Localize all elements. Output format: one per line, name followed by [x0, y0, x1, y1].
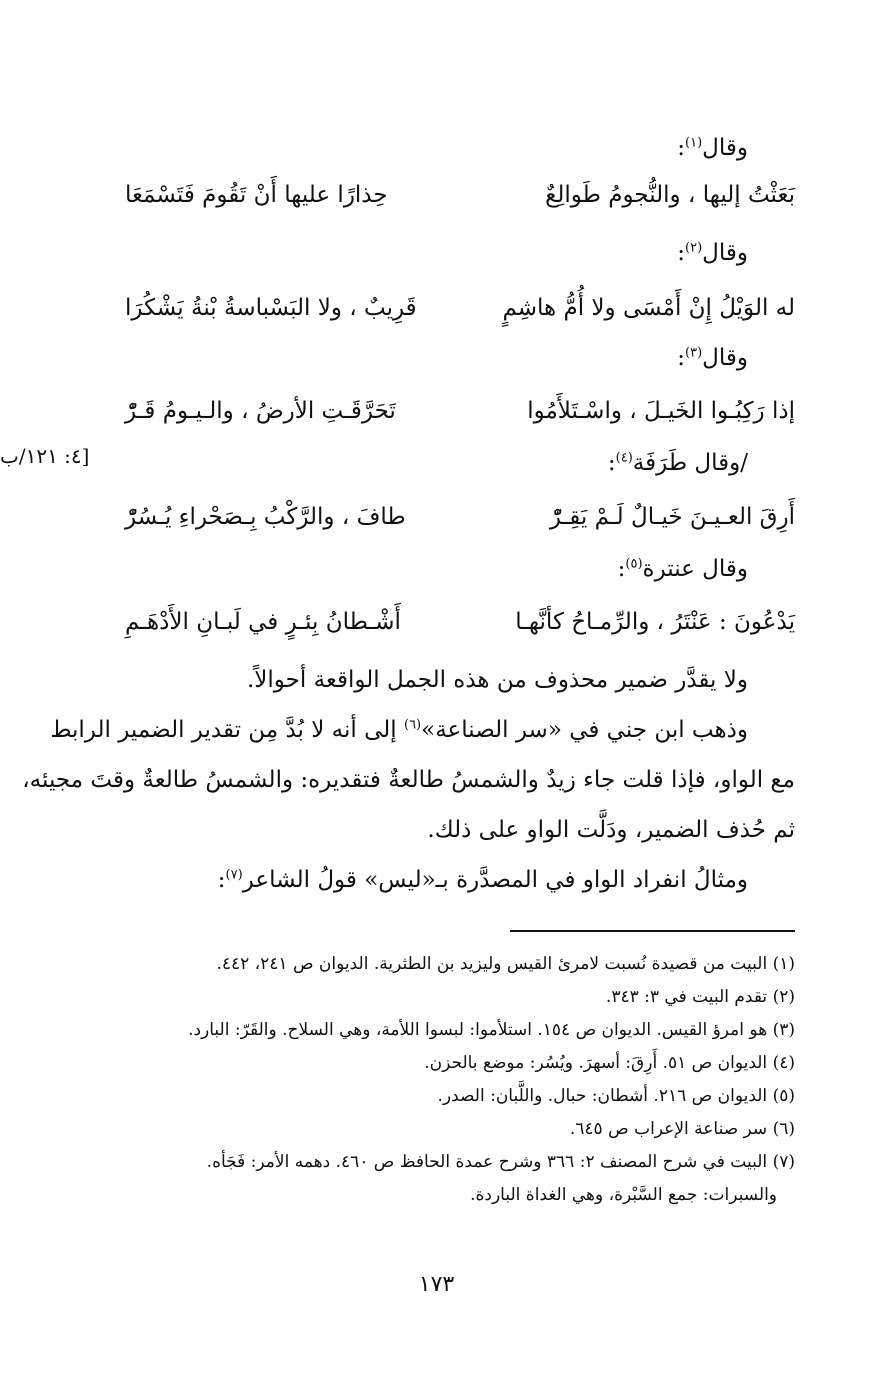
paragraph-line-2 [50, 705, 748, 755]
paragraph-text: ومثالُ انفراد الواو في المصدَّرة بـ«ليس» قولُ الشاعر [242, 867, 748, 893]
verse-second-hemistich: أَشْـطانُ بِئـرٍ في لَبـانِ الأَدْهَـمِ [125, 609, 401, 635]
verse-intro-3 [677, 345, 748, 373]
verse-intro-1 [677, 135, 748, 163]
verse-2 [125, 283, 795, 333]
paragraph-text-continued: إلى أنه لا بُدَّ مِن تقدير الضمير الرابط [50, 717, 404, 743]
paragraph-text-continued: : [217, 867, 226, 893]
footnote-number: (٤) [772, 1053, 795, 1073]
footnote-text: الديوان ص ٢١٦. أشطان: حبال. واللَّبان: الصدر. [437, 1086, 768, 1106]
footnote-ref: (٢) [685, 240, 703, 256]
footnote-number: (١) [772, 954, 795, 974]
paragraph-line-3: مع الواو، فإذا قلت جاء زيدٌ والشمسُ طالعةٌ فتقديره: والشمسُ طالعةٌ وقتَ مجيئه، [22, 767, 795, 793]
footnote-separator [510, 930, 795, 932]
verse-second-hemistich: تَحَرَّقَـتِ الأرضُ ، والـيـومُ قَـرّْ [125, 398, 396, 424]
footnote-text: هو امرؤ القيس. الديوان ص ١٥٤. استلأموا: لبسوا اللأمة، وهي السلاح. والقَرّ: البارد. [188, 1020, 768, 1040]
paragraph-line-1: ولا يقدَّر ضمير محذوف من هذه الجمل الواقعة أحوالاً. [246, 667, 748, 693]
verse-second-hemistich: طافَ ، والرَّكْبُ بِـصَحْراءِ يُـسُرّْ [125, 504, 406, 530]
footnote-ref: (٣) [685, 345, 703, 361]
intro-text: وقال [702, 135, 748, 161]
footnote-ref: (٤) [615, 450, 633, 466]
footnote-text: الديوان ص ٥١. أَرِقَ: أسهرَ. ويُسُر: موضع بالحزن. [424, 1053, 768, 1073]
margin-reference: [٤: ١٢١/ب [0, 444, 90, 468]
paragraph-line-5 [68, 855, 748, 905]
footnote-7-continuation: والسبرات: جمع السَّبْرة، وهي الغداة الباردة. [470, 1185, 777, 1205]
verse-first-hemistich: يَدْعُونَ : عَنْتَرُ ، والرِّمـاحُ كأنَّهـا [515, 609, 795, 635]
verse-first-hemistich: أَرِقَ العـيـنَ خَيـالٌ لَـمْ يَقِـرّْ [549, 504, 795, 530]
footnote-5 [95, 1080, 795, 1113]
verse-second-hemistich: قَرِيبٌ ، ولا البَسْباسةُ بْنةُ يَشْكُرَا [125, 295, 417, 321]
footnote-ref: (٥) [625, 556, 643, 572]
verse-first-hemistich: بَعَثْتُ إليها ، والنُّجومُ طَوالِعٌ [545, 182, 795, 208]
verse-first-hemistich: له الوَيْلُ إِنْ أَمْسَى ولا أُمُّ هاشِمٍ [502, 295, 795, 321]
page-number: ١٧٣ [418, 1272, 455, 1297]
verse-second-hemistich: حِذارًا عليها أَنْ تَقُومَ فَتَسْمَعَا [125, 182, 388, 208]
verse-3 [125, 386, 795, 436]
intro-colon: : [677, 240, 686, 266]
intro-text: وقال عنترة [642, 556, 748, 582]
footnote-ref: (١) [685, 135, 703, 151]
verse-4 [125, 492, 795, 542]
footnote-ref: (٧) [225, 867, 243, 883]
intro-colon: : [617, 556, 626, 582]
footnote-number: (٥) [772, 1086, 795, 1106]
footnote-ref: (٦) [403, 717, 422, 733]
footnote-6 [95, 1113, 795, 1146]
verse-intro-5 [618, 556, 748, 584]
verse-intro-2 [677, 240, 748, 268]
footnote-3 [95, 1014, 795, 1047]
verse-intro-4 [608, 450, 748, 478]
verse-first-hemistich: إذا رَكِبُـوا الخَيـلَ ، واسْـتَلأَمُوا [527, 398, 795, 424]
footnote-1 [95, 948, 795, 981]
verse-1 [125, 170, 795, 220]
verse-5 [125, 597, 795, 647]
footnote-7 [95, 1146, 795, 1179]
intro-colon: : [677, 345, 686, 371]
intro-text: /وقال طَرَفَة [632, 450, 748, 476]
footnote-text: تقدم البيت في ٣: ٣٤٣. [605, 987, 768, 1007]
footnote-2 [95, 981, 795, 1014]
intro-colon: : [607, 450, 616, 476]
footnote-number: (٢) [772, 987, 795, 1007]
paragraph-text: وذهب ابن جني في «سر الصناعة» [421, 717, 748, 743]
footnotes [95, 948, 795, 1212]
footnote-4 [95, 1047, 795, 1080]
footnote-number: (٧) [772, 1152, 795, 1172]
footnote-text: البيت في شرح المصنف ٢: ٣٦٦ وشرح عمدة الحافظ ص ٤٦٠. دهمه الأمر: فَجَأه. [206, 1152, 768, 1172]
footnote-number: (٣) [772, 1020, 795, 1040]
intro-text: وقال [702, 240, 748, 266]
paragraph-line-4: ثم حُذف الضمير، ودَلَّت الواو على ذلك. [427, 817, 795, 843]
footnote-text: سر صناعة الإعراب ص ٦٤٥. [569, 1119, 768, 1139]
footnote-text: البيت من قصيدة نُسبت لامرئ القيس وليزيد بن الطثرية. الديوان ص ٢٤١، ٤٤٢. [216, 954, 768, 974]
intro-colon: : [677, 135, 686, 161]
footnote-number: (٦) [772, 1119, 795, 1139]
intro-text: وقال [702, 345, 748, 371]
